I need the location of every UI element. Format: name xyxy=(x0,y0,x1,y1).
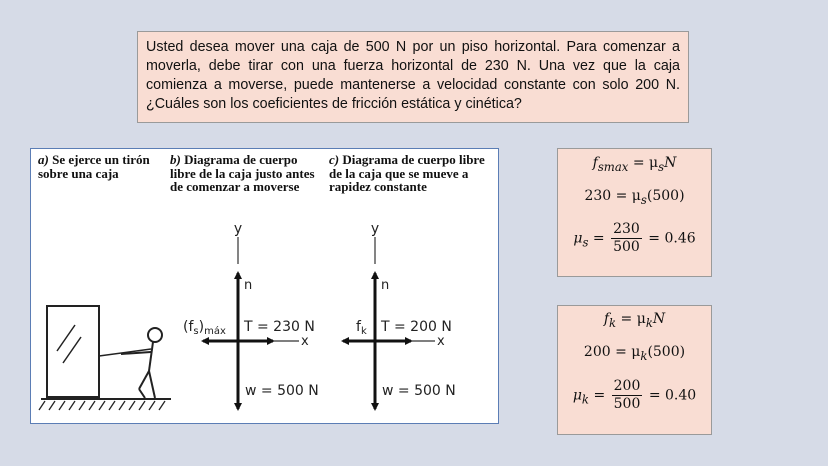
person-head xyxy=(148,328,162,342)
b-x-label: x xyxy=(301,334,309,349)
kinetic-eq-1: $f_k = \mu_kN$ xyxy=(603,311,666,330)
panel-a-illustration xyxy=(39,306,171,410)
b-y-label: y xyxy=(233,221,243,237)
problem-text: Usted desea mover una caja de 500 N por un piso horizontal. Para comenzar a moverla, debe tirar con una fuerza horizontal de 230 N. Una vez que la caja comienza a moverse, puede mantenerse a velocidad constante con solo 200 N. ¿Cuáles son los coeficientes de fricción estática y cinética? xyxy=(146,39,680,112)
b-friction-label: $(f_s)_{máx}$ xyxy=(183,319,226,337)
static-eq-1: $f_{smax} = \mu_sN$ xyxy=(592,155,677,174)
caption-c-text: Diagrama de cuerpo libre de la caja que se mueve a rapidez constante xyxy=(329,152,485,194)
physics-figure xyxy=(30,148,499,424)
static-eq-2: $230 = \mu_s(500)$ xyxy=(584,188,685,207)
b-n-label: n xyxy=(244,278,253,293)
caption-b-text: Diagrama de cuerpo libre de la caja justo antes de comenzar a moverse xyxy=(170,152,315,194)
caption-a-letter: a) xyxy=(38,152,49,167)
static-eq-3: $\mu_s$ = $\frac{230}{500}$ = 0.46 xyxy=(573,221,696,255)
c-tension-label: T = 200 N xyxy=(381,319,452,335)
caption-b-letter: b) xyxy=(170,152,181,167)
kinetic-eq-2: $200 = \mu_k(500)$ xyxy=(583,344,686,363)
panel-c-diagram xyxy=(343,221,456,409)
person-body xyxy=(149,342,153,371)
panel-b-diagram xyxy=(183,221,319,409)
problem-statement xyxy=(137,31,689,123)
c-n-label: n xyxy=(381,278,390,293)
b-tension-label: T = 230 N xyxy=(244,319,315,335)
figure-drawing xyxy=(31,149,500,425)
kinetic-fraction: $\frac{200}{500}$ xyxy=(613,378,641,412)
crate-drawing xyxy=(47,306,99,397)
c-x-label: x xyxy=(437,334,445,349)
kinetic-eq-3: $\mu_k$ = $\frac{200}{500}$ = 0.40 xyxy=(572,378,697,412)
caption-a-text: Se ejerce un tirón sobre una caja xyxy=(38,152,150,181)
caption-c-letter: c) xyxy=(329,152,340,167)
kinetic-friction-box xyxy=(557,305,712,435)
c-y-label: y xyxy=(370,221,380,237)
static-friction-box xyxy=(557,148,712,277)
c-weight-label: w = 500 N xyxy=(382,383,456,399)
static-fraction: $\frac{230}{500}$ xyxy=(613,221,640,255)
b-weight-label: w = 500 N xyxy=(245,383,319,399)
c-friction-label: $f_k$ xyxy=(356,319,367,337)
